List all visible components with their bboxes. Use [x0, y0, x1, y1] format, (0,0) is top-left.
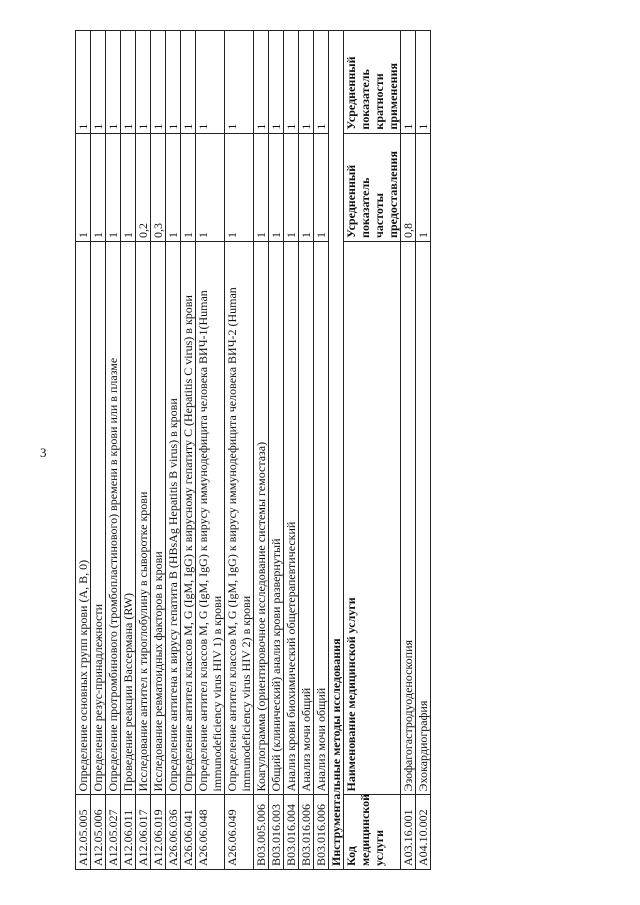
- table-row: [76, 31, 91, 870]
- rotated-table-wrapper: [75, 30, 555, 870]
- mult-cell: 1: [416, 31, 431, 134]
- freq-cell: 1: [76, 133, 91, 241]
- freq-cell: 1: [91, 133, 106, 241]
- mult-cell: 1: [284, 31, 299, 134]
- name-cell: Проведение реакции Вассермана (RW): [121, 241, 136, 795]
- table-row: [299, 31, 314, 870]
- name-cell: Определение антигена к вирусу гепатита B (HBsAg Hepatitis B virus) в крови: [166, 241, 181, 795]
- name-cell: Определение резус-принадлежности: [91, 241, 106, 795]
- table-row: [269, 31, 284, 870]
- code-cell: B03.016.003: [269, 795, 284, 870]
- name-cell: Эзофагогастродуоденоскопия: [401, 241, 416, 795]
- mult-cell: 1: [106, 31, 121, 134]
- code-cell: A12.05.006: [91, 795, 106, 870]
- freq-cell: 1: [181, 133, 196, 241]
- mult-cell: 1: [254, 31, 269, 134]
- mult-cell: 1: [269, 31, 284, 134]
- name-cell: Исследование ревматоидных факторов в крови: [151, 241, 166, 795]
- table-row: [225, 31, 254, 870]
- table-row: [196, 31, 225, 870]
- table-row: [121, 31, 136, 870]
- table-row: [181, 31, 196, 870]
- header-name: Наименование медицинской услуги: [344, 241, 401, 795]
- page-number: 3: [40, 445, 47, 460]
- code-cell: A26.06.048: [196, 795, 225, 870]
- table-row: [314, 31, 329, 870]
- freq-cell: 1: [106, 133, 121, 241]
- code-cell: A12.06.019: [151, 795, 166, 870]
- name-cell: Определение антител классов M, G (IgM, IgG) к вирусу иммунодефицита человека ВИЧ-1(Human immunodeficiency virus HIV 1) в крови: [196, 241, 225, 795]
- freq-cell: 1: [225, 133, 254, 241]
- table-row: [254, 31, 269, 870]
- freq-cell: 1: [196, 133, 225, 241]
- name-cell: Анализ мочи общий: [299, 241, 314, 795]
- mult-cell: 1: [181, 31, 196, 134]
- header-code: Код медицинской услуги: [344, 795, 401, 870]
- code-cell: B03.016.006: [314, 795, 329, 870]
- mult-cell: 1: [401, 31, 416, 134]
- mult-cell: 1: [76, 31, 91, 134]
- freq-cell: 1: [299, 133, 314, 241]
- mult-cell: 1: [91, 31, 106, 134]
- code-cell: B03.016.004: [284, 795, 299, 870]
- table-row: [136, 31, 151, 870]
- table-row: [416, 31, 431, 870]
- services-table: [75, 30, 431, 870]
- name-cell: Определение антител классов M, G (IgM, IgG) к вирусу иммунодефицита человека ВИЧ-2 (Human immunodeficiency virus HIV 2) в крови: [225, 241, 254, 795]
- freq-cell: 1: [314, 133, 329, 241]
- table-row: [166, 31, 181, 870]
- name-cell: Определение основных групп крови (A, B, 0): [76, 241, 91, 795]
- mult-cell: 1: [151, 31, 166, 134]
- name-cell: Исследование антител к тироглобулину в сыворотке крови: [136, 241, 151, 795]
- freq-cell: 1: [121, 133, 136, 241]
- name-cell: Определение протромбинового (тромбопластинового) времени в крови или в плазме: [106, 241, 121, 795]
- section-title-row: [329, 31, 344, 870]
- code-cell: A12.05.027: [106, 795, 121, 870]
- code-cell: A12.05.005: [76, 795, 91, 870]
- name-cell: Общий (клинический) анализ крови развернутый: [269, 241, 284, 795]
- freq-cell: 0,2: [136, 133, 151, 241]
- name-cell: Эхокардиография: [416, 241, 431, 795]
- freq-cell: 1: [269, 133, 284, 241]
- header-freq: Усредненный показатель частоты предоставления: [344, 133, 401, 241]
- freq-cell: 1: [254, 133, 269, 241]
- freq-cell: 1: [416, 133, 431, 241]
- header-mult: Усредненный показатель кратности применения: [344, 31, 401, 134]
- table-row: [401, 31, 416, 870]
- mult-cell: 1: [136, 31, 151, 134]
- freq-cell: 1: [166, 133, 181, 241]
- table-body-lab: [76, 31, 329, 870]
- mult-cell: 1: [166, 31, 181, 134]
- code-cell: A12.06.017: [136, 795, 151, 870]
- freq-cell: 1: [284, 133, 299, 241]
- code-cell: A12.06.011: [121, 795, 136, 870]
- code-cell: A04.10.002: [416, 795, 431, 870]
- freq-cell: 0,8: [401, 133, 416, 241]
- section-title: Инструментальные методы исследования: [329, 31, 344, 870]
- code-cell: A26.06.041: [181, 795, 196, 870]
- name-cell: Анализ крови биохимический общетерапевтический: [284, 241, 299, 795]
- table-body-instrumental: [329, 31, 431, 870]
- mult-cell: 1: [299, 31, 314, 134]
- table-row: [151, 31, 166, 870]
- freq-cell: 0,3: [151, 133, 166, 241]
- code-cell: A26.06.036: [166, 795, 181, 870]
- name-cell: Анализ мочи общий: [314, 241, 329, 795]
- mult-cell: 1: [314, 31, 329, 134]
- table-row: [106, 31, 121, 870]
- mult-cell: 1: [225, 31, 254, 134]
- table-row: [91, 31, 106, 870]
- code-cell: B03.005.006: [254, 795, 269, 870]
- code-cell: A03.16.001: [401, 795, 416, 870]
- code-cell: B03.016.006: [299, 795, 314, 870]
- mult-cell: 1: [121, 31, 136, 134]
- table-row: [284, 31, 299, 870]
- header-row: [344, 31, 401, 870]
- mult-cell: 1: [196, 31, 225, 134]
- name-cell: Коагулограмма (ориентировочное исследование системы гемостаза): [254, 241, 269, 795]
- code-cell: A26.06.049: [225, 795, 254, 870]
- name-cell: Определение антител классов M, G (IgM, IgG) к вирусному гепатиту C (Hepatitis C virus) в крови: [181, 241, 196, 795]
